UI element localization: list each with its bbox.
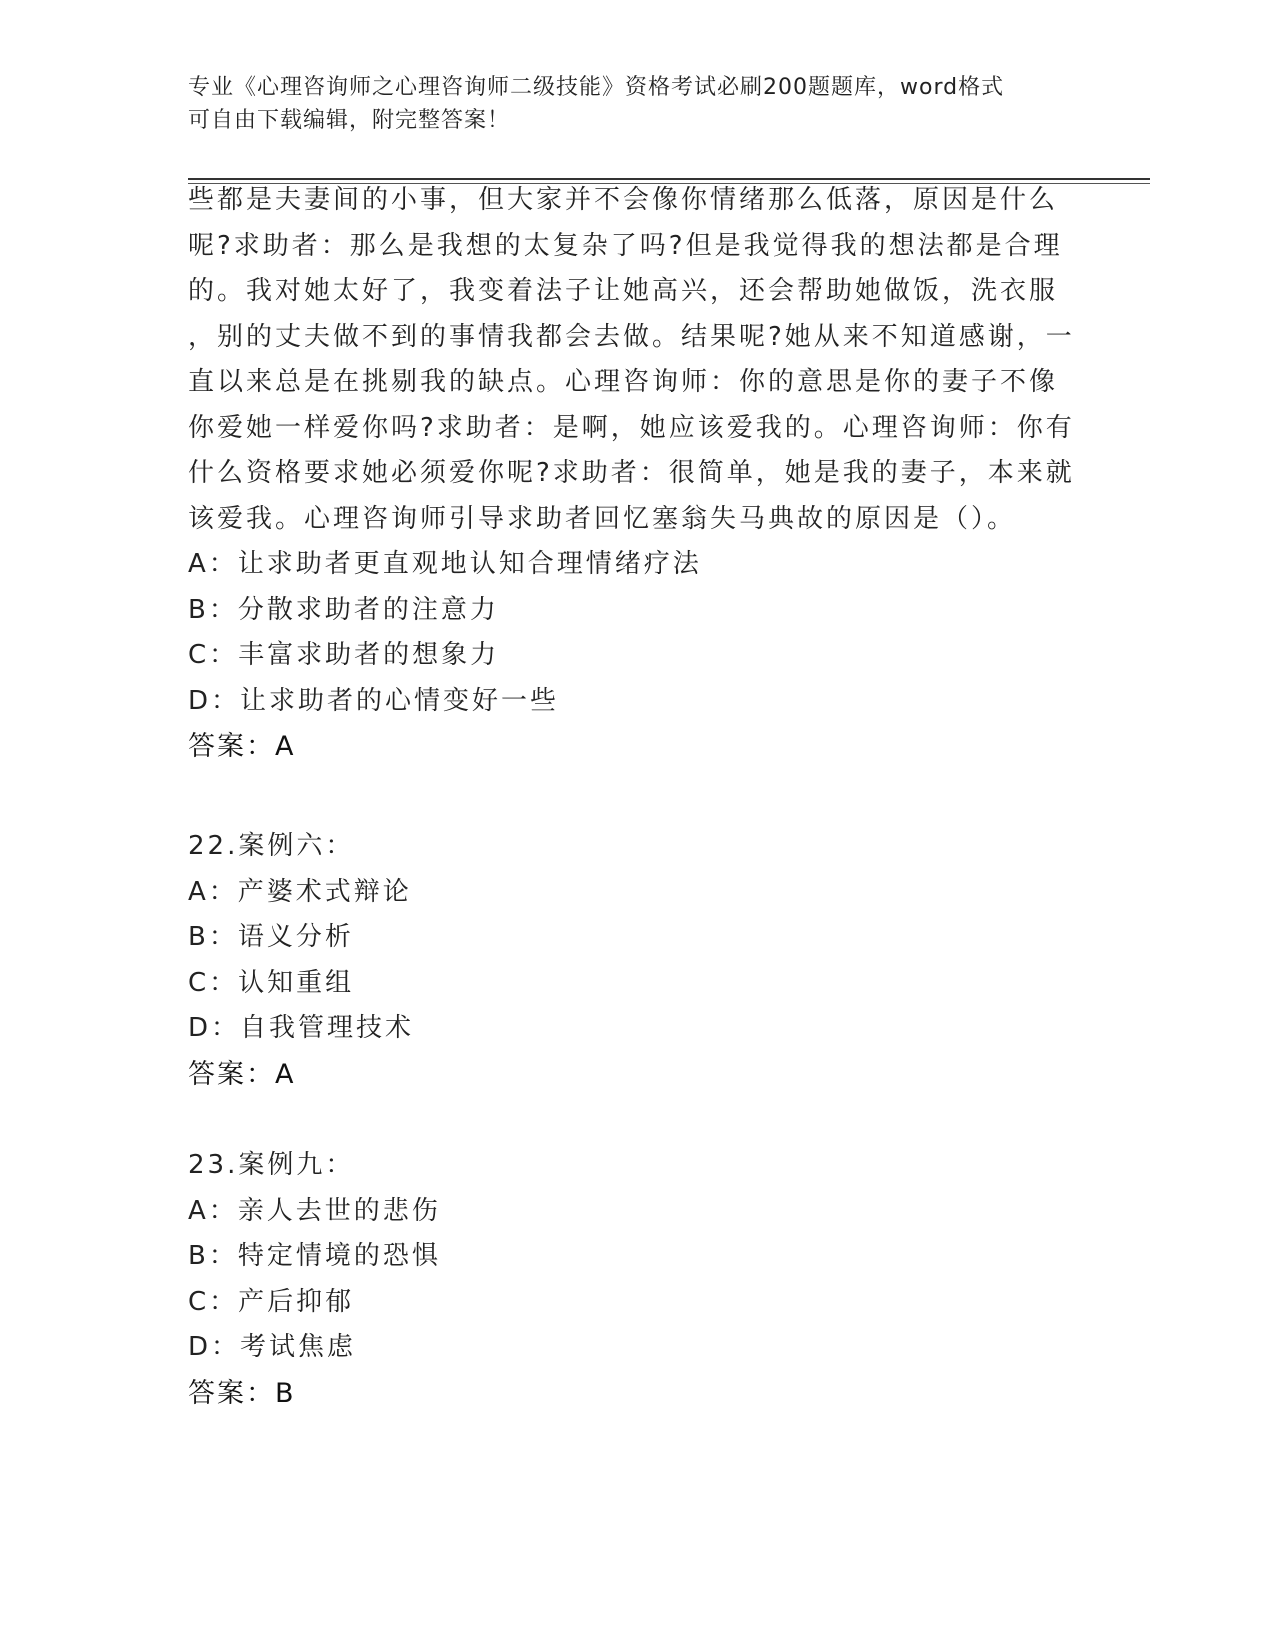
header-line-2: 可自由下载编辑，附完整答案！ [188,108,511,133]
header-line-1: 专业《心理咨询师之心理咨询师二级技能》资格考试必刷200题题库，word格式 [188,75,1005,100]
question-22-option-d: D：自我管理技术 [188,1013,415,1043]
question-23-option-a: A：亲人去世的悲伤 [188,1195,441,1226]
question-21-text-line: 呢?求助者：那么是我想的太复杂了吗?但是我觉得我的想法都是合理 [188,230,1063,261]
question-21-option-d: D：让求助者的心情变好一些 [188,685,560,716]
question-23-title: 23.案例九： [188,1150,355,1180]
question-23-answer: 答案：B [188,1377,296,1409]
question-21-option-a: A：让求助者更直观地认知合理情绪疗法 [188,549,702,579]
question-21-block [188,178,1078,770]
question-21-text-line: 你爱她一样爱你吗?求助者：是啊，她应该爱我的。心理咨询师：你有 [188,412,1075,443]
question-21-option-b: B：分散求助者的注意力 [188,594,499,625]
question-22-option-b: B：语义分析 [188,922,354,952]
page-header [188,71,1068,137]
question-22-option-a: A：产婆术式辩论 [188,876,412,907]
question-21-text-line: 些都是夫妻间的小事，但大家并不会像你情绪那么低落，原因是什么 [188,185,1059,215]
question-23-block [188,1143,1078,1416]
question-21-answer: 答案：A [188,731,296,762]
question-21-text-line: 的。我对她太好了，我变着法子让她高兴，还会帮助她做饭，洗衣服 [188,276,1059,306]
question-21-text-line: 该爱我。心理咨询师引导求助者回忆塞翁失马典故的原因是（）。 [188,503,1017,534]
question-23-option-d: D：考试焦虑 [188,1332,357,1362]
question-21-text-line: 直以来总是在挑剔我的缺点。心理咨询师：你的意思是你的妻子不像 [188,367,1059,397]
question-22-option-c: C：认知重组 [188,967,355,998]
question-21-text-line: 什么资格要求她必须爱你呢?求助者：很简单，她是我的妻子，本来就 [188,458,1075,488]
question-21-option-c: C：丰富求助者的想象力 [188,640,500,670]
question-22-answer: 答案：A [188,1058,296,1090]
question-22-title: 22.案例六： [188,831,355,861]
question-23-option-b: B：特定情境的恐惧 [188,1241,441,1271]
question-22-block [188,824,1078,1097]
question-21-text-line: ，别的丈夫做不到的事情我都会去做。结果呢?她从来不知道感谢，一 [188,321,1075,352]
question-23-option-c: C：产后抑郁 [188,1286,355,1317]
